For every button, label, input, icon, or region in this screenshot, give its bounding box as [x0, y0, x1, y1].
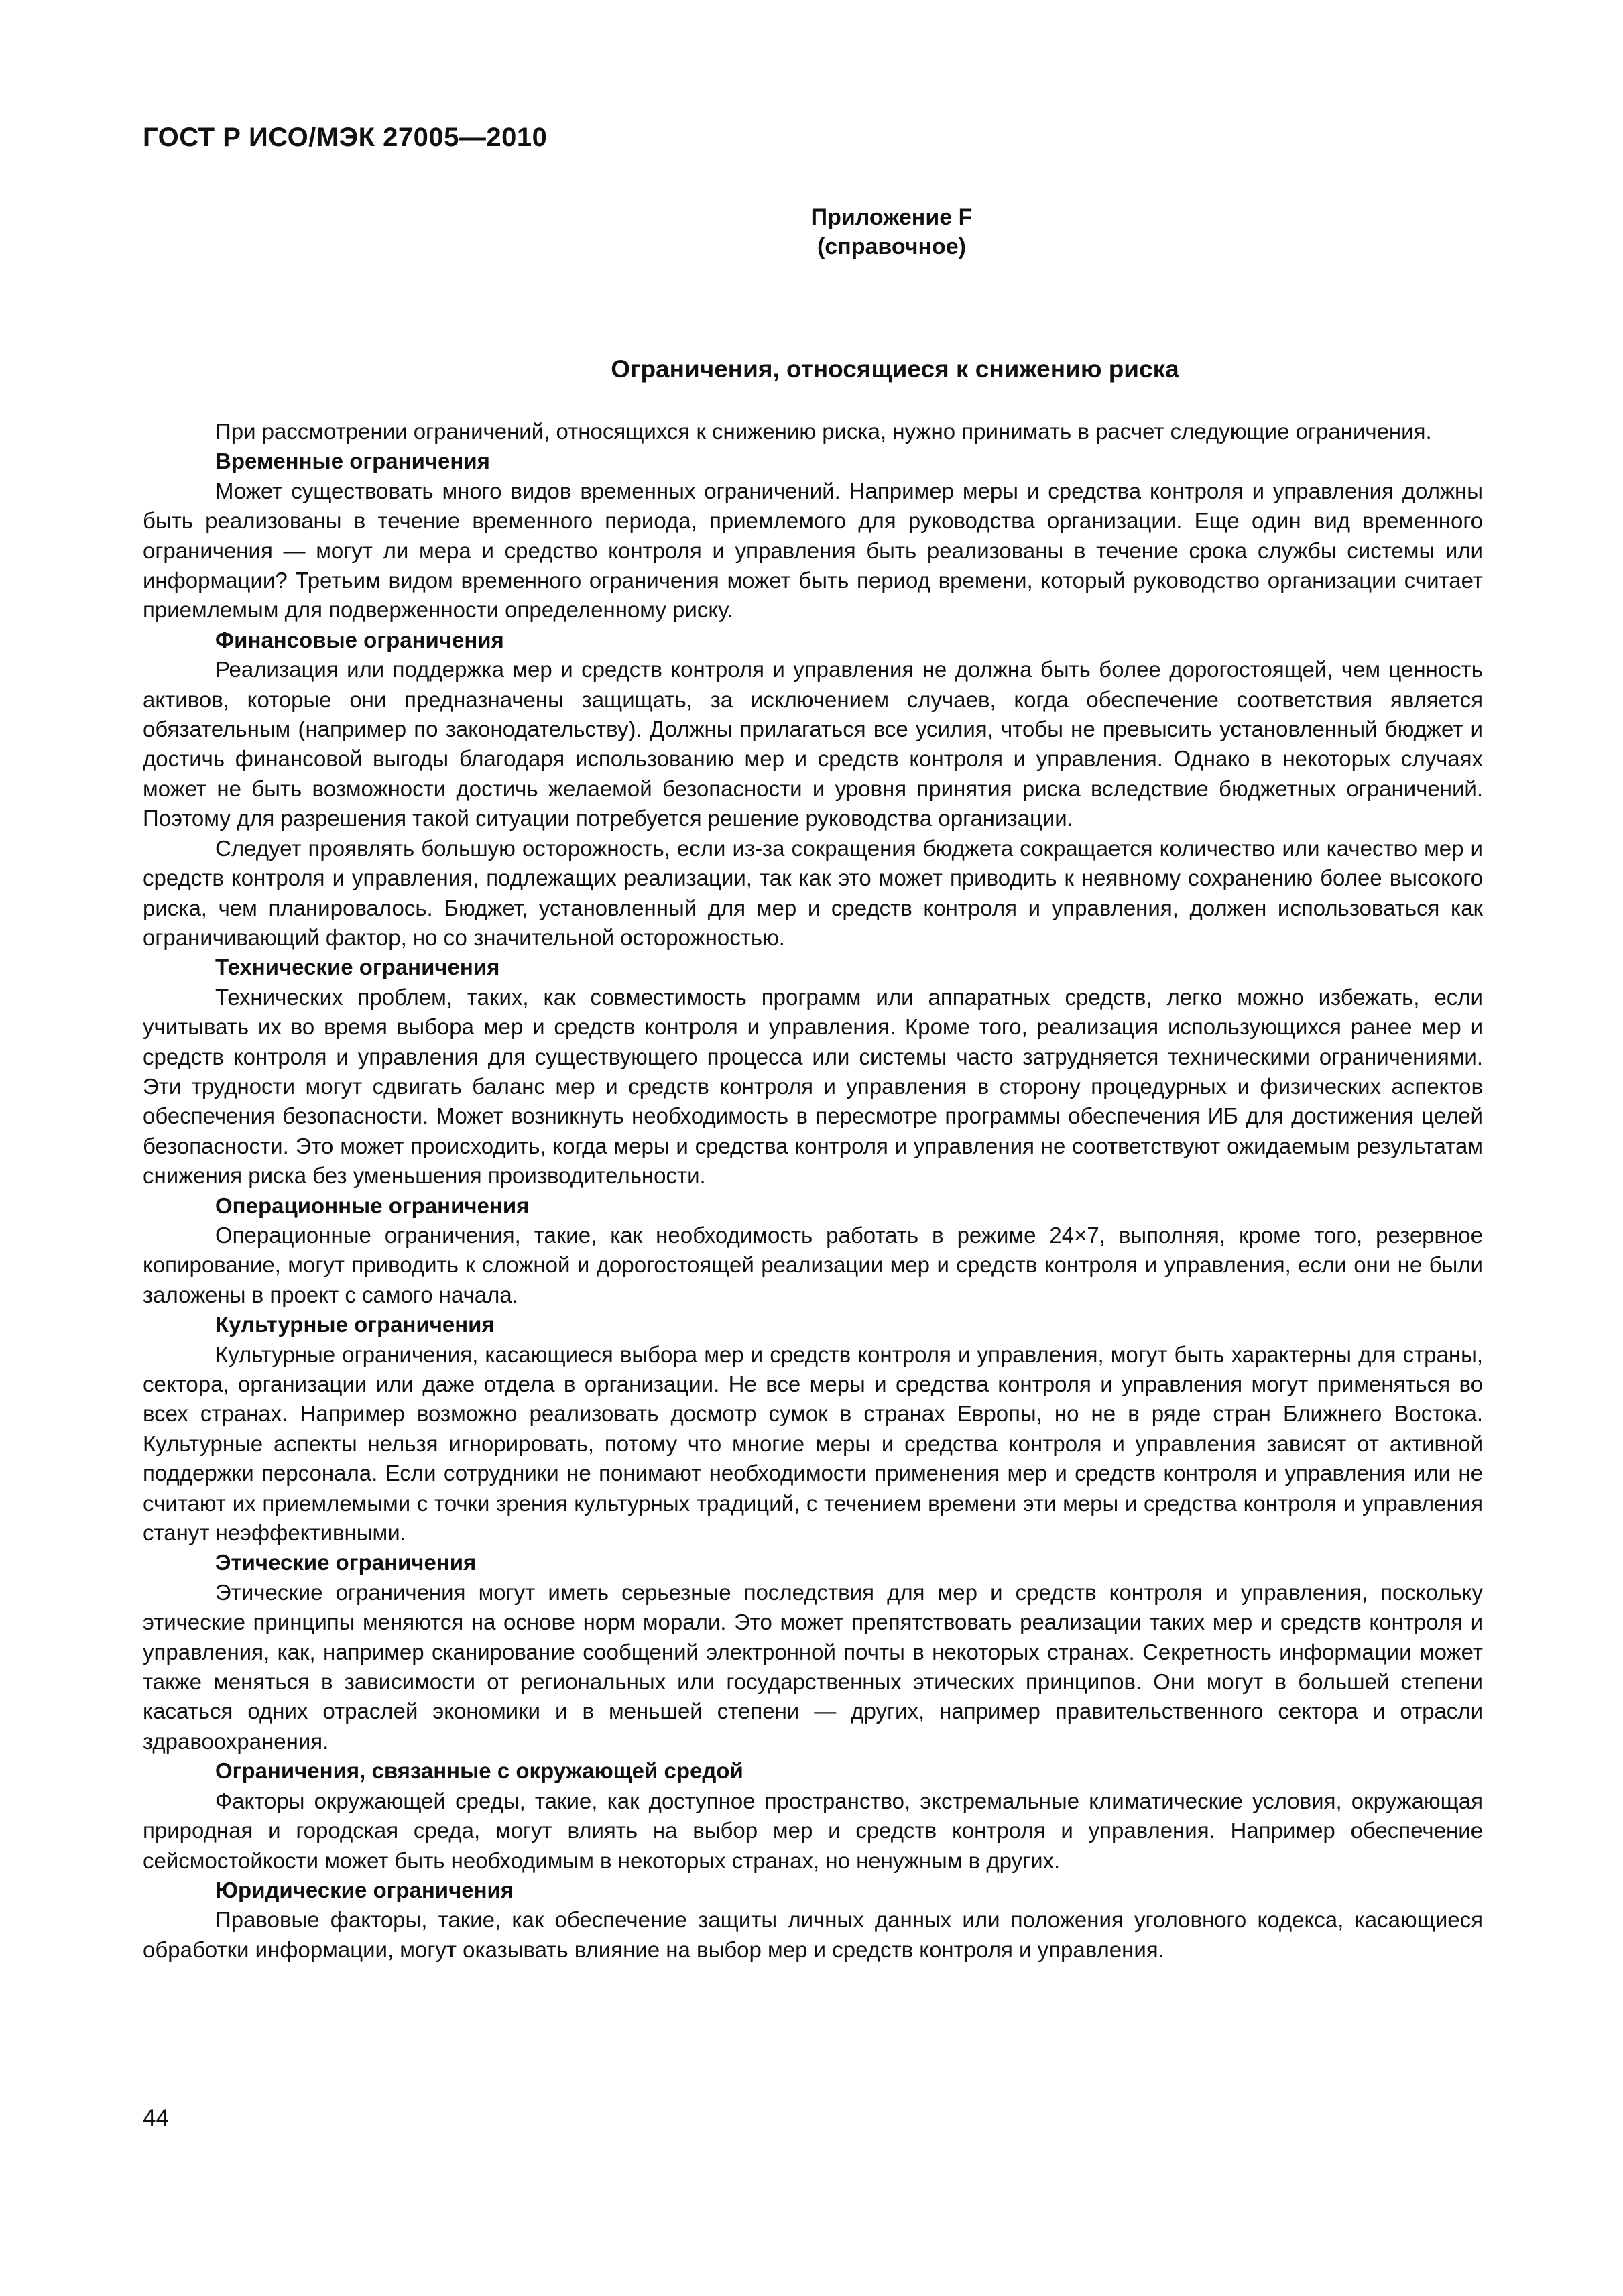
- paragraph: Правовые факторы, такие, как обеспечение защиты личных данных или положения уголовного кодекса, касающиеся обработки информации, могут оказывать влияние на выбор мер и средств контроля и управления.: [143, 1907, 1483, 1962]
- paragraph: Операционные ограничения, такие, как необходимость работать в режиме 24×7, выполняя, кроме того, резервное копирование, могут приводить к сложной и дорогостоящей реализации мер и средств контроля и управления, если они не были заложены в проект с самого начала.: [143, 1222, 1483, 1307]
- page-title: Ограничения, относящиеся к снижению риска: [611, 355, 1179, 383]
- paragraph: Этические ограничения могут иметь серьезные последствия для мер и средств контроля и управления, поскольку этические принципы меняются на основе норм морали. Это может препятствовать реализации таких мер и средств контроля и управления, как, например сканирование сообщений электронной почты в некоторых странах. Секретность информации может также меняться в зависимости от региональных или государственных этических принципов. Они могут в большей степени касаться одних отраслей экономики и в меньшей степени — других, например правительственного сектора и отрасли здравоохранения.: [143, 1579, 1483, 1754]
- page-number: 44: [143, 2105, 169, 2131]
- section-heading-environmental: Ограничения, связанные с окружающей средой: [215, 1758, 743, 1784]
- section-heading-operational: Операционные ограничения: [215, 1193, 530, 1218]
- paragraph: Факторы окружающей среды, такие, как доступное пространство, экстремальные климатические условия, окружающая природная и городская среда, могут влиять на выбор мер и средств контроля и управления. Например обеспечение сейсмостойкости может быть необходимым в некоторых странах, но ненужным в других.: [143, 1788, 1483, 1873]
- intro-paragraph: При рассмотрении ограничений, относящихся к снижению риска, нужно принимать в расчет следующие ограничения.: [215, 419, 1432, 444]
- section-heading-technical: Технические ограничения: [215, 955, 500, 980]
- paragraph: Следует проявлять большую осторожность, если из-за сокращения бюджета сокращается количество или качество мер и средств контроля и управления, подлежащих реализации, так как это может приводить к неявному сохранению более высокого риска, чем планировалось. Бюджет, установленный для мер и средств контроля и управления, должен использоваться как ограничивающий фактор, но со значительной осторожностью.: [143, 835, 1483, 950]
- paragraph: Реализация или поддержка мер и средств контроля и управления не должна быть более дорогостоящей, чем ценность активов, которые они предназначены защищать, за исключением случаев, когда обеспечение соответствия является обязательным (например по законодательству). Должны прилагаться все усилия, чтобы не превысить установленный бюджет и достичь финансовой выгоды благодаря использованию мер и средств контроля и управления. Однако в некоторых случаях может не быть возможности достичь желаемой безопасности и уровня принятия риска вследствие бюджетных ограничений. Поэтому для разрешения такой ситуации потребуется решение руководства организации.: [143, 657, 1483, 831]
- paragraph: Культурные ограничения, касающиеся выбора мер и средств контроля и управления, могут быть характерны для страны, сектора, организации или даже отдела в организации. Не все меры и средства контроля и управления могут применяться во всех странах. Например возможно реализовать досмотр сумок в странах Европы, но не в ряде стран Ближнего Востока. Культурные аспекты нельзя игнорировать, потому что многие меры и средства контроля и управления зависят от активной поддержки персонала. Если сотрудники не понимают необходимости применения мер и средств контроля и управления или не считают их приемлемыми с точки зрения культурных традиций, с течением времени эти меры и средства контроля и управления станут неэффективными.: [143, 1341, 1483, 1546]
- appendix-kind: (справочное): [817, 234, 967, 259]
- section-heading-financial: Финансовые ограничения: [215, 627, 504, 652]
- paragraph: Технических проблем, таких, как совместимость программ или аппаратных средств, легко можно избежать, если учитывать их во время выбора мер и средств контроля и управления. Кроме того, реализация использующихся ранее мер и средств контроля и управления для существующего процесса или системы часто затрудняется техническими ограничениями. Эти трудности могут сдвигать баланс мер и средств контроля и управления в сторону процедурных и физических аспектов обеспечения безопасности. Может возникнуть необходимость в пересмотре программы обеспечения ИБ для достижения целей безопасности. Это может происходить, когда меры и средства контроля и управления не соответствуют ожидаемым результатам снижения риска без уменьшения производительности.: [143, 984, 1483, 1189]
- section-heading-cultural: Культурные ограничения: [215, 1312, 495, 1337]
- section-heading-time: Временные ограничения: [215, 448, 490, 474]
- section-heading-ethical: Этические ограничения: [215, 1550, 477, 1575]
- document-body: [143, 417, 1483, 1965]
- section-heading-legal: Юридические ограничения: [215, 1877, 514, 1902]
- paragraph: Может существовать много видов временных ограничений. Например меры и средства контроля и управления должны быть реализованы в течение временного периода, приемлемого для руководства организации. Еще один вид временного ограничения — могут ли мера и средство контроля и управления быть реализованы в течение срока службы системы или информации? Третьим видом временного ограничения может быть период времени, который руководство организации считает приемлемым для подверженности определенному риску.: [143, 478, 1483, 623]
- document-header: ГОСТ Р ИСО/МЭК 27005—2010: [143, 123, 548, 152]
- appendix-label: Приложение F: [810, 204, 973, 230]
